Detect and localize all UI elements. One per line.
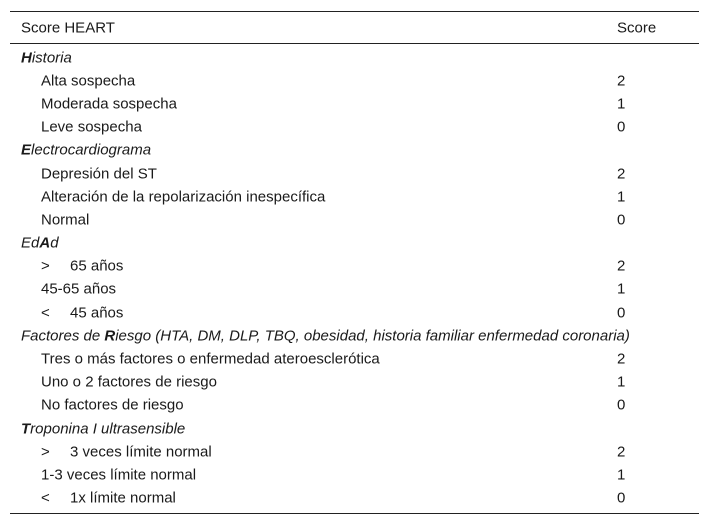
row-label-text: No factores de riesgo [41,396,184,414]
table-row [10,116,699,139]
category-initial: T [21,420,31,438]
category-rest: roponina I ultrasensible [30,420,186,438]
table-row [10,255,699,278]
category-row [10,324,699,347]
row-label-text: Alta sospecha [41,72,136,90]
category-lead: Factores de [21,327,105,345]
row-score: 2 [617,165,626,183]
table-bottom-rule [10,513,699,514]
header-score: Score [617,19,657,36]
table-row [10,487,699,510]
category-rest: istoria [31,49,72,67]
category-lead: Ed [21,234,40,252]
table-row [10,162,699,185]
row-score: 0 [617,489,626,507]
table-row [10,301,699,324]
row-score: 1 [617,466,626,484]
row-score: 2 [617,72,626,90]
category-label [21,142,151,159]
category-label [21,327,630,344]
header-score-heart: Score HEART [21,19,115,36]
row-label-text: 1-3 veces límite normal [41,466,197,484]
row-label-text: 65 años [70,257,124,275]
table-row [10,394,699,417]
row-label [41,211,89,228]
row-label-text: Leve sospecha [41,118,142,136]
row-label-text: 45 años [70,304,124,322]
category-label [21,49,72,66]
table-row [10,278,699,301]
row-score: 0 [617,304,626,322]
row-label [41,165,157,182]
row-score: 1 [617,373,626,391]
row-score: 1 [617,280,626,298]
comparison-symbol: < [41,489,50,507]
row-label-text: Tres o más factores o enfermedad ateroesclerótica [41,350,380,368]
table-row [10,208,699,231]
category-row [10,46,699,69]
row-label [41,119,142,136]
table-body [10,44,699,513]
row-label [41,443,212,460]
category-label [21,235,59,252]
table-header [10,12,699,44]
table-row [10,347,699,370]
row-label [41,490,176,507]
row-score: 2 [617,257,626,275]
row-label [41,188,325,205]
row-label-text: Normal [41,211,90,229]
row-score: 0 [617,211,626,229]
row-score: 1 [617,188,626,206]
table-row [10,92,699,115]
category-initial: R [104,327,116,345]
comparison-symbol: < [41,304,50,322]
category-initial: E [21,141,32,159]
category-row [10,139,699,162]
category-initial: H [21,49,32,67]
row-label-text: Uno o 2 factores de riesgo [41,373,217,391]
row-score: 0 [617,396,626,414]
row-label-text: 1x límite normal [70,489,176,507]
row-label [41,258,123,275]
row-score: 0 [617,118,626,136]
row-label [41,466,196,483]
category-row [10,232,699,255]
row-label [41,351,380,368]
table-row [10,371,699,394]
table-row [10,185,699,208]
category-rest: iesgo (HTA, DM, DLP, TBQ, obesidad, historia familiar enfermedad coronaria) [115,327,630,345]
category-row [10,417,699,440]
row-label [41,304,123,321]
table-row [10,69,699,92]
category-rest: d [50,234,59,252]
row-label [41,374,217,391]
comparison-symbol: > [41,443,50,461]
table-row [10,440,699,463]
row-label [41,281,116,298]
comparison-symbol: > [41,257,50,275]
row-label-text: Alteración de la repolarización inespecífica [41,188,326,206]
row-score: 1 [617,95,626,113]
row-label-text: Moderada sospecha [41,95,177,113]
row-label-text: 45-65 años [41,280,117,298]
category-label [21,420,185,437]
category-rest: lectrocardiograma [31,141,152,159]
row-label-text: Depresión del ST [41,165,157,183]
row-score: 2 [617,350,626,368]
row-label [41,95,177,112]
row-score: 2 [617,443,626,461]
table-row [10,463,699,486]
category-initial: A [39,234,51,252]
row-label [41,397,184,414]
row-label [41,72,135,89]
row-label-text: 3 veces límite normal [70,443,212,461]
heart-score-table [10,11,699,514]
